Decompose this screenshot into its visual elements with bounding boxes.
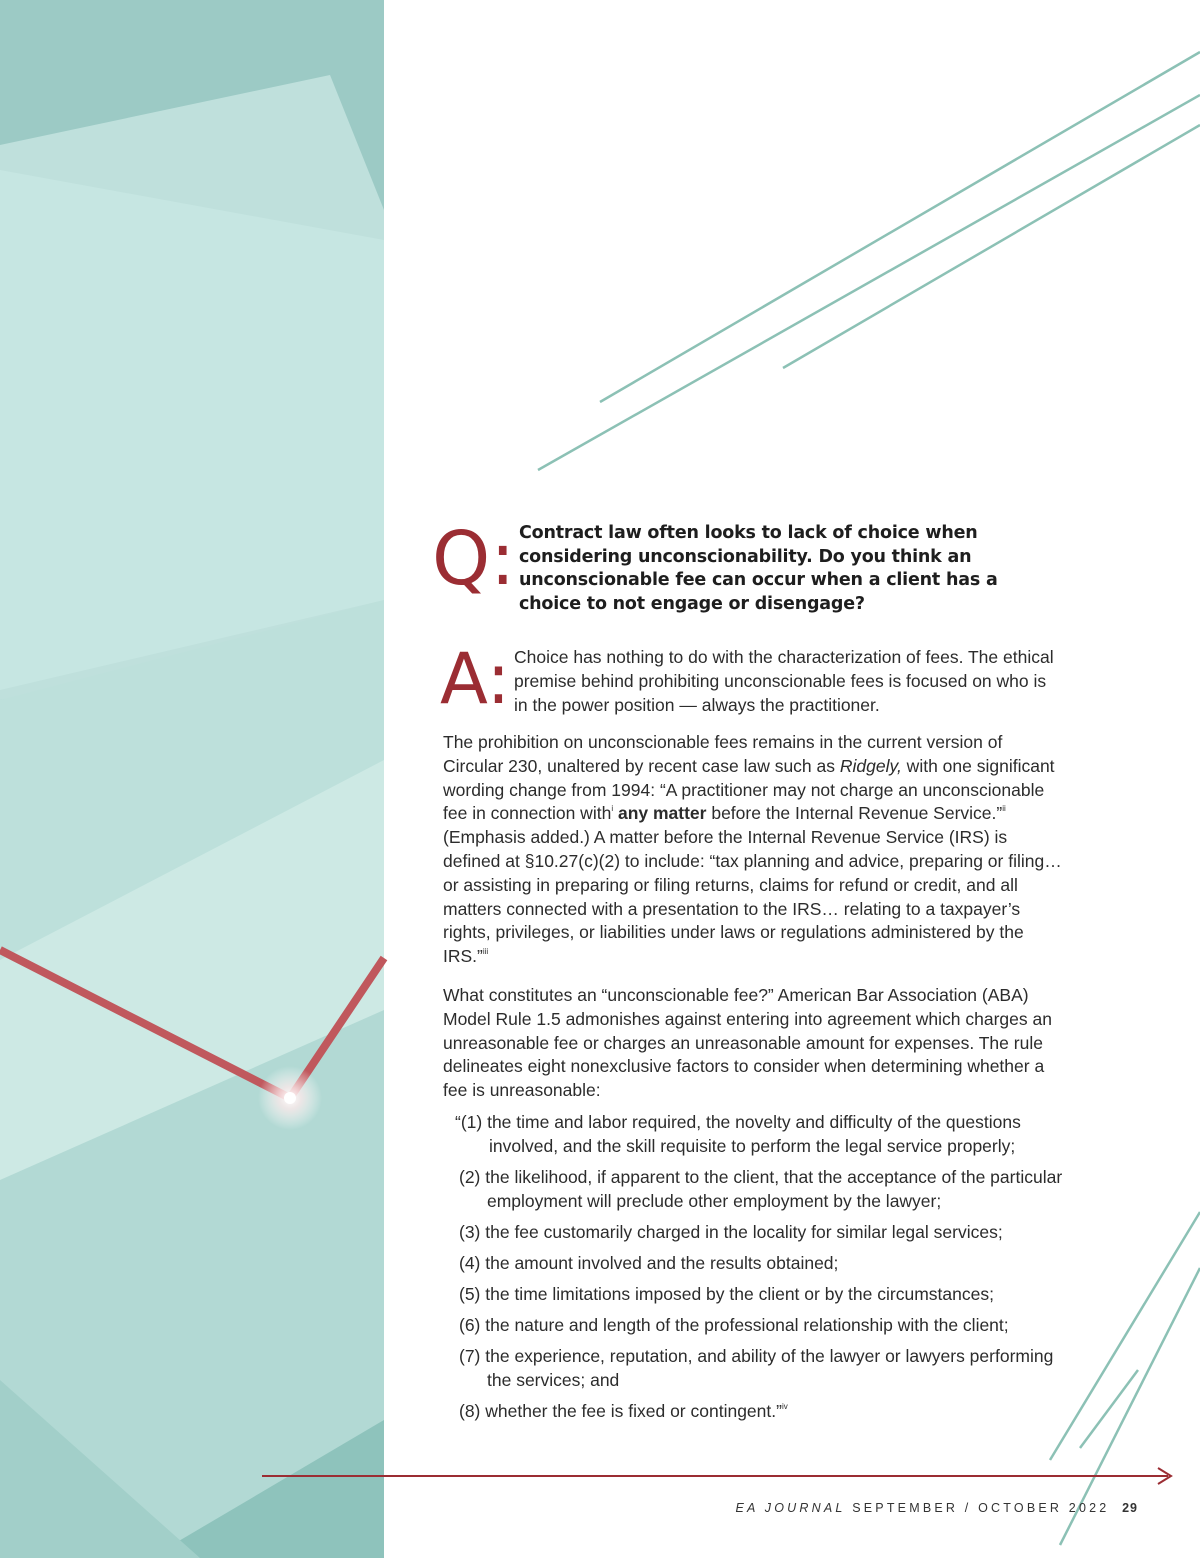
list-item: (7) the experience, reputation, and ability of the lawyer or lawyers performing the services; and bbox=[459, 1346, 1054, 1390]
endnote-marker: i bbox=[611, 804, 614, 814]
fee-factors-list bbox=[455, 1110, 1065, 1430]
list-item: (5) the time limitations imposed by the client or by the circumstances; bbox=[459, 1284, 994, 1304]
page-footer bbox=[736, 1501, 1139, 1515]
case-name: Ridgely, bbox=[839, 755, 902, 776]
paragraph-circular-230 bbox=[443, 731, 1063, 969]
paragraph-text: before the Internal Revenue Service.” bbox=[706, 803, 1003, 824]
answer-text: Choice has nothing to do with the characterization of fees. The ethical premise behind prohibiting unconscionable fees is focused on who is in the power position — always the practitioner. bbox=[514, 647, 1054, 715]
issue-date: SEPTEMBER / OCTOBER 2022 bbox=[852, 1501, 1110, 1515]
list-item: (8) whether the fee is fixed or contingent.”$^{iv}$ bbox=[459, 1401, 788, 1421]
question-text: Contract law often looks to lack of choice when considering unconscionability. Do you think an unconscionable fee can occur when a client has a choice to not engage or disengage? bbox=[519, 523, 998, 614]
list-item: (3) the fee customarily charged in the locality for similar legal services; bbox=[459, 1222, 1003, 1242]
question-label: Q: bbox=[432, 516, 516, 602]
paragraph-text: with one significant wording change from 1994: “A practitioner may not charge an unconscionable fee in connection with bbox=[443, 755, 1055, 824]
page-number: 29 bbox=[1122, 1501, 1138, 1515]
list-item: (2) the likelihood, if apparent to the client, that the acceptance of the particular employment will preclude other employment by the lawyer; bbox=[459, 1167, 1063, 1211]
answer-label: A: bbox=[440, 638, 511, 720]
paragraph-text: (Emphasis added.) A matter before the Internal Revenue Service (IRS) is defined at §10.27(c)(2) to include: “tax planning and advice, preparing or filing…or assisting in preparing or filing returns, claims for refund or credit, and all matters connected with a presentation to the IRS… relating to a taxpayer’s rights, privileges, or liabilities under laws or regulations administered by the IRS.” bbox=[443, 827, 1062, 967]
list-item: (4) the amount involved and the results obtained; bbox=[459, 1253, 839, 1273]
endnote-marker: iii bbox=[482, 947, 489, 957]
emphasis-text: any matter bbox=[617, 803, 707, 824]
journal-name: EA JOURNAL bbox=[735, 1501, 846, 1515]
paragraph-text: The prohibition on unconscionable fees remains in the current version of Circular 230, unaltered by recent case law such as bbox=[443, 732, 1003, 776]
endnote-marker: iv bbox=[781, 1402, 788, 1411]
list-item: “(1) the time and labor required, the novelty and difficulty of the questions involved, and the skill requisite to perform the legal service properly; bbox=[455, 1112, 1021, 1156]
endnote-marker: ii bbox=[1002, 804, 1006, 814]
paragraph-aba-rule: What constitutes an “unconscionable fee?” American Bar Association (ABA) Model Rule 1.5 admonishes against entering into agreement which charges an unreasonable fee or charges an unreasonable amount for expenses. The rule delineates eight nonexclusive factors to consider when determining whether a fee is unreasonable: bbox=[443, 985, 1052, 1101]
teal-side-panel bbox=[0, 0, 384, 1558]
list-item: (6) the nature and length of the professional relationship with the client; bbox=[459, 1315, 1009, 1335]
footer-arrow bbox=[262, 1468, 1171, 1484]
